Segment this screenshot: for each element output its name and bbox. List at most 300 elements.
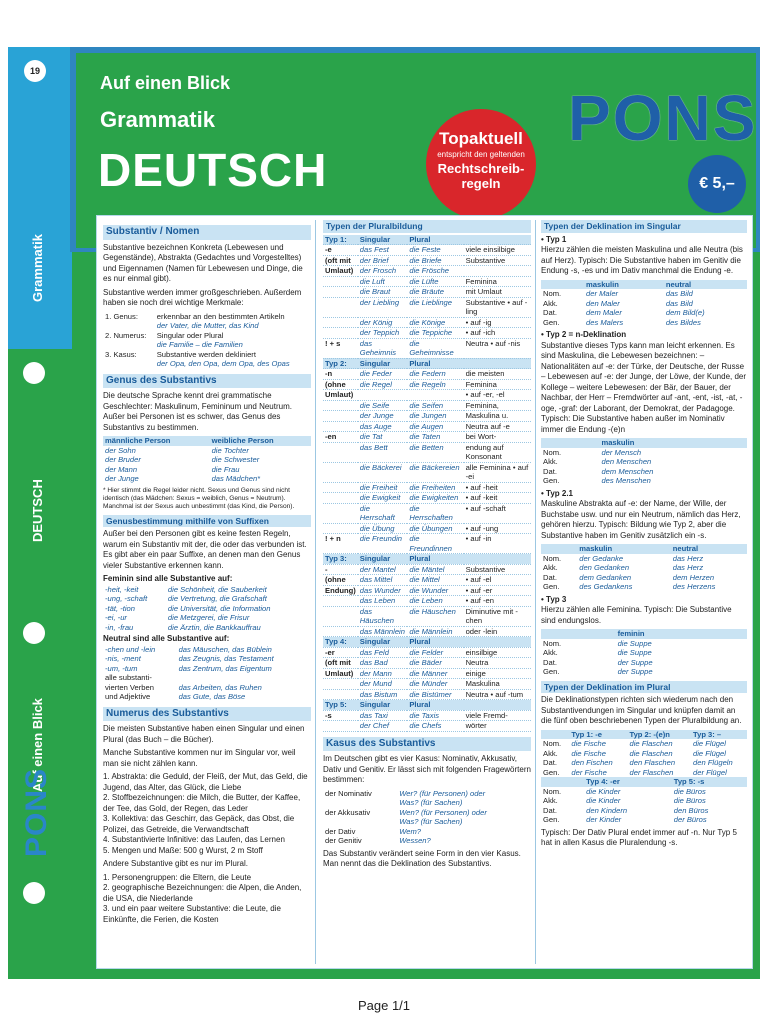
spine-label-deutsch: DEUTSCH (30, 479, 45, 542)
table-cell: -nis, -ment (105, 654, 141, 663)
table-cell: Typ 4: -er (584, 777, 672, 787)
table-row (323, 442, 531, 462)
table-row (323, 503, 531, 523)
table-cell: einsilbige (464, 647, 531, 658)
deklination-table-2 (541, 438, 747, 486)
table-cell: die Flügel (693, 739, 726, 748)
table-row (323, 482, 531, 493)
table-cell: Gen. (543, 317, 560, 327)
table-cell: das Auge (358, 421, 408, 432)
table-cell (323, 606, 358, 626)
table-cell: das Feld (358, 647, 408, 658)
table-cell: Akk. (543, 563, 558, 572)
table-row (541, 573, 747, 583)
table-cell: die Herrschaften (407, 503, 463, 523)
table-cell: der Flügel (693, 767, 727, 777)
table-cell: den Fischen (571, 758, 613, 767)
table-cell: der Brief (358, 255, 408, 266)
table-cell (323, 493, 358, 504)
table-cell: -tät, -tion (105, 603, 135, 613)
table-cell: feminin (616, 629, 747, 639)
table-cell (323, 523, 358, 534)
table-row (323, 606, 531, 626)
table-cell (323, 689, 358, 700)
table-cell: dem Herzen (672, 572, 715, 582)
table-cell: die Könige (407, 317, 463, 328)
table-cell: der Mantel (358, 564, 408, 575)
merkmale-table (103, 312, 311, 369)
table-cell: die Männlein (407, 626, 463, 637)
table-row (323, 564, 531, 575)
table-cell: Typ 4: (323, 637, 358, 648)
table-row (323, 554, 531, 565)
table-cell: die Luft (358, 276, 408, 287)
table-row (541, 457, 747, 467)
table-cell: wörter (464, 721, 531, 732)
table-cell: Typ 5: -s (672, 777, 747, 787)
table-row (323, 255, 531, 266)
table-cell: den Büros (673, 805, 709, 815)
table-cell: der Flaschen (629, 767, 674, 777)
table-cell: Typ 1: (323, 235, 358, 245)
table-cell: die Teppiche (407, 328, 463, 339)
table-row (323, 585, 531, 596)
merkmal-label: 2. Numerus: (105, 330, 147, 340)
table-cell: Was? (für Sachen) (399, 798, 463, 807)
table-cell: der Suppe (617, 657, 653, 667)
table-cell: mit Umlaut (464, 287, 531, 298)
table-cell: der Kinder (586, 815, 622, 824)
table-cell: Typ 3: – (691, 730, 747, 740)
table-row (323, 338, 531, 358)
table-cell: Diminutive mit -chen (464, 606, 531, 626)
deklination-table-1 (541, 280, 747, 328)
table-cell: die Übungen (407, 523, 463, 534)
table-cell (541, 629, 616, 639)
table-cell (323, 276, 358, 287)
table-cell: die Lieblinge (407, 297, 463, 317)
plural-deklination-table-1 (541, 730, 747, 778)
table-row (323, 245, 531, 256)
table-cell: der Suppe (617, 667, 653, 676)
table-cell: die Suppe (617, 638, 652, 648)
table-cell: die Leben (407, 596, 463, 607)
table-cell: die Ewigkeit (358, 493, 408, 504)
table-cell: der Dativ (325, 826, 356, 836)
table-cell (323, 798, 397, 808)
table-row (541, 582, 747, 592)
table-row (323, 721, 531, 732)
table-cell: den Menschen (601, 457, 652, 466)
spine-label-grammatik: Grammatik (30, 234, 45, 302)
kasus-table (323, 789, 531, 846)
table-cell: -in, -frau (105, 622, 134, 632)
feminin-table (103, 585, 311, 633)
table-row (323, 462, 531, 482)
table-cell: maskulin (584, 280, 664, 290)
table-cell: • auf -in (464, 534, 531, 554)
table-cell: die Tochter (211, 445, 249, 455)
binding-hole (23, 622, 45, 644)
table-row (323, 534, 531, 554)
table-cell: die Augen (407, 421, 463, 432)
heading-numerus: Numerus des Substantivs (103, 707, 311, 722)
merkmal-example: die Familie – die Familien (156, 340, 243, 349)
table-cell (541, 544, 577, 554)
table-cell: Umlaut) (323, 668, 358, 679)
column-1 (103, 220, 311, 925)
table-cell: der Mund (358, 679, 408, 690)
heading-pluralbildung: Typen der Pluralbildung (323, 220, 531, 233)
table-cell: der Akkusativ (325, 807, 371, 817)
table-cell: -um, -tum (105, 663, 138, 673)
merkmal-label: 3. Kasus: (105, 349, 137, 359)
table-row (323, 411, 531, 422)
table-cell: Akk. (543, 457, 558, 466)
table-cell: das Geheimnis (358, 338, 408, 358)
column-divider (315, 220, 316, 964)
table-cell: der König (358, 317, 408, 328)
table-cell: die Bäder (407, 658, 463, 669)
table-cell: das Männlein (358, 626, 408, 637)
table-cell: Maskulina u. (464, 411, 531, 422)
list-item: 2. Stoffbezeichnungen: die Milch, die Butter, der Kaffee, der Tee, das Gold, der Regen, das Leder (103, 793, 301, 813)
table-cell: Gen. (543, 582, 560, 591)
paragraph: Substantive werden immer großgeschrieben. Außerdem haben sie noch drei wichtige Merkmale: (103, 287, 302, 307)
table-cell: die Bäckereien (407, 462, 463, 482)
table-cell: die Schönheit, die Sauberkeit (167, 584, 267, 594)
table-cell: die Flaschen (629, 748, 673, 758)
series-title: Auf einen Blick (100, 73, 231, 93)
table-cell: Dat. (543, 805, 557, 815)
plural-table (323, 235, 531, 732)
table-cell: die Freundinnen (407, 534, 463, 554)
table-cell: bei Wort- (464, 432, 531, 443)
table-row (323, 400, 531, 411)
feminin-label: Feminin sind alle Substantive auf: (103, 574, 233, 583)
table-cell: der Genitiv (325, 836, 362, 845)
column-2 (323, 220, 531, 873)
table-row (541, 768, 747, 778)
table-cell: die Herrschaft (358, 503, 408, 523)
list-item: 3. Kollektiva: das Geschirr, das Gepäck, das Obst, die Polizei, das Getreide, die Verwandtschaft (103, 814, 295, 834)
typ-label: • Typ 2.1 (541, 488, 573, 498)
table-cell: Nom. (543, 447, 562, 457)
genus-table (103, 436, 311, 484)
table-cell: Nom. (543, 786, 562, 796)
table-cell: dem Gedanken (579, 572, 632, 582)
table-cell: • auf -ig (464, 317, 531, 328)
table-cell: Typ 5: (323, 700, 358, 711)
table-cell: die Geheimnisse (407, 338, 463, 358)
table-cell: die Feder (358, 369, 408, 380)
table-cell: Gen. (543, 815, 560, 824)
table-cell: neutral (671, 544, 747, 554)
table-cell: alle substanti- (105, 673, 152, 682)
table-cell: die Freiheiten (407, 482, 463, 493)
table-cell (323, 503, 358, 523)
table-cell: Umlaut) (323, 390, 358, 401)
table-cell: das Häuschen (358, 606, 408, 626)
table-cell: Dat. (543, 758, 557, 767)
table-cell (541, 280, 584, 290)
table-cell: die Bäckerei (358, 462, 408, 482)
table-row (541, 289, 747, 299)
table-cell: Typ 2: -(e)n (628, 730, 692, 740)
table-cell: die Universität, die Information (167, 603, 271, 613)
merkmal-text: Singular oder Plural (156, 330, 224, 340)
table-cell: Dat. (543, 657, 557, 667)
table-cell: • auf -er (464, 585, 531, 596)
table-row (541, 648, 747, 658)
table-cell: der Frosch (358, 266, 408, 277)
table-cell: Gen. (543, 767, 560, 777)
table-row (323, 317, 531, 328)
table-cell: Typ 1: -e (569, 730, 627, 740)
merkmal-label: 1. Genus: (105, 311, 138, 321)
table-cell: die Braut (358, 287, 408, 298)
table-cell: die Federn (407, 369, 463, 380)
table-cell: Typ 3: (323, 554, 358, 565)
table-cell: das Bild (665, 289, 693, 298)
table-cell: die Briefe (407, 255, 463, 266)
table-row (541, 730, 747, 740)
table-cell: die Ewigkeiten (407, 493, 463, 504)
cover-sheet (8, 47, 760, 979)
binding-hole (23, 882, 45, 904)
table-cell: der Mann (105, 464, 138, 474)
merkmal-example: der Opa, den Opa, dem Opa, des Opas (156, 359, 290, 368)
table-cell: Feminina (464, 379, 531, 390)
deklination-table-4 (541, 629, 747, 677)
table-cell (464, 358, 531, 369)
table-row (541, 308, 747, 318)
table-cell: Plural (407, 235, 463, 245)
table-cell: der Liebling (358, 297, 408, 317)
table-cell: das Bild (665, 298, 693, 308)
table-cell (323, 626, 358, 637)
table-row (541, 777, 747, 787)
table-cell: die Suppe (617, 648, 652, 657)
table-cell: - (323, 564, 358, 575)
table-row (323, 710, 531, 721)
table-cell (323, 482, 358, 493)
table-row (541, 467, 747, 477)
table-cell (358, 390, 408, 401)
table-cell: die meisten (464, 369, 531, 380)
table-cell: • auf -keit (464, 493, 531, 504)
table-cell: die Metzgerei, die Frisur (167, 613, 250, 622)
table-row (323, 421, 531, 432)
table-row (541, 476, 747, 486)
table-header: weibliche Person (210, 436, 311, 446)
table-cell (464, 637, 531, 648)
table-row (323, 379, 531, 390)
table-cell (464, 700, 531, 711)
neutral-table (103, 645, 311, 702)
typ-label: • Typ 3 (541, 594, 567, 604)
table-cell: den Gedanken (579, 563, 630, 572)
table-cell: die Chefs (407, 721, 463, 732)
table-cell: Was? (für Sachen) (399, 817, 463, 826)
table-row (323, 647, 531, 658)
table-cell: die Vertretung, die Grafschaft (167, 594, 267, 603)
merkmal-text: erkennbar an den bestimmten Artikeln (156, 311, 285, 321)
table-row (541, 758, 747, 768)
table-row (323, 523, 531, 534)
table-cell: -ei, -ur (105, 613, 127, 622)
paragraph: Substantive dieses Typs kann man leicht erkennen. Es sind Maskulina, die Lebewesen bezeichnen: – Nationalitäten auf -e: der Türke, der Deutsche, der Russe – Lebewesen auf -e: der Junge, der Löwe, der Kunde, der Kollege – weitere Lebewesen: der Bär, der Bauer, der Nachbar, der Herr – Fremdwörter auf -ant, -ent, -ist, -at, -oge, -graf: der Laborant, der Demokrat, der Padagoge. Typisch: Die Substantive haben außer im Nominativ immer die Endung -(e)n (541, 340, 747, 434)
table-row (323, 658, 531, 669)
list-item: 2. geographische Bezeichnungen: die Alpen, die Anden, die USA, die Niederlande (103, 883, 302, 903)
table-cell (323, 400, 358, 411)
table-cell: die Fische (571, 748, 606, 758)
table-cell (323, 297, 358, 317)
table-cell: die Betten (407, 442, 463, 462)
table-cell: und Adjektive (105, 692, 151, 701)
table-row (541, 639, 747, 649)
table-row (323, 266, 531, 277)
table-cell: ! + n (323, 534, 358, 554)
table-cell: die Jungen (407, 411, 463, 422)
table-row (323, 596, 531, 607)
table-cell: des Menschen (601, 476, 651, 485)
table-row (541, 739, 747, 749)
table-cell (323, 287, 358, 298)
table-cell: die Schwester (211, 455, 260, 464)
table-cell: endung auf Konsonant (464, 442, 531, 462)
table-cell: die Taxis (407, 710, 463, 721)
table-cell (177, 673, 311, 683)
table-cell: Dat. (543, 572, 557, 582)
table-cell: • auf -ung (464, 523, 531, 534)
table-cell: der Nominativ (325, 788, 372, 798)
table-cell: Singular (358, 554, 408, 565)
table-cell: -e (323, 245, 358, 256)
table-cell: • auf -el (464, 575, 531, 586)
table-cell: viele Fremd- (464, 710, 531, 721)
table-cell (323, 679, 358, 690)
table-cell: Umlaut) (323, 266, 358, 277)
list-item: 4. Substantivierte Infinitive: das Laufen, das Lernen (103, 835, 285, 844)
table-row (323, 679, 531, 690)
table-cell: Wem? (399, 826, 422, 836)
paragraph: Die deutsche Sprache kennt drei grammatische Geschlechter: Maskulinum, Femininum und Neutrum. Außer bei Personen ist es schwer, das Genus des Substantivs zu bestimmen. (103, 391, 292, 432)
badge-line-1: Topaktuell (439, 129, 523, 148)
table-cell: Nom. (543, 289, 562, 298)
table-header: männliche Person (103, 436, 210, 446)
table-cell: viele einsilbige (464, 245, 531, 256)
table-cell: das Bad (358, 658, 408, 669)
table-cell: die Ärztin, die Bankkauffrau (167, 622, 261, 632)
table-cell: die Frösche (407, 266, 463, 277)
table-cell (323, 411, 358, 422)
table-cell: das Mädchen* (211, 474, 261, 483)
table-cell: Substantive (464, 564, 531, 575)
table-row (541, 299, 747, 309)
table-cell: der Chef (358, 721, 408, 732)
paragraph: Andere Substantive gibt es nur im Plural. (103, 859, 248, 868)
table-cell: Substantive (464, 255, 531, 266)
table-row (323, 432, 531, 443)
table-cell: der Gedanke (579, 553, 624, 563)
table-cell: des Herzens (672, 582, 716, 591)
topaktuell-badge (426, 109, 536, 219)
table-cell: das Bett (358, 442, 408, 462)
table-cell: ! + s (323, 338, 358, 358)
table-row (541, 563, 747, 573)
table-row (541, 629, 747, 639)
paragraph: Die meisten Substantive haben einen Singular und einen Plural (das Buch – die Bücher). (103, 724, 305, 744)
table-cell: Plural (407, 637, 463, 648)
table-row (323, 358, 531, 369)
table-cell: -en (323, 432, 358, 443)
table-row (541, 280, 747, 290)
table-cell: die Frau (211, 464, 240, 474)
table-row (323, 297, 531, 317)
table-cell (323, 442, 358, 462)
table-cell: Plural (407, 554, 463, 565)
paragraph: Substantive bezeichnen Konkreta (Lebewesen und Gegenstände), Abstrakta (Gedachtes und Vorgestelltes) und Eigennamen (Namen für Lebewesen und Dinge, die es nur einmal gibt). (103, 242, 303, 283)
table-cell (323, 328, 358, 339)
table-cell: Nom. (543, 638, 562, 648)
table-cell: neutral (664, 280, 747, 290)
table-cell: die Bistümer (407, 689, 463, 700)
table-cell: das Leben (358, 596, 408, 607)
spine-blue-band (8, 47, 72, 349)
column-divider (535, 220, 536, 964)
table-cell: Gen. (543, 476, 560, 485)
pons-logo: PONS (568, 82, 758, 154)
table-cell: (oft mit (323, 658, 358, 669)
table-cell: die Tat (358, 432, 408, 443)
deklination-table-3 (541, 544, 747, 592)
table-cell: einige (464, 668, 531, 679)
paragraph: Im Deutschen gibt es vier Kasus: Nominativ, Akkusativ, Dativ und Genitiv. Er lässt sich mit folgenden Fragewörtern bestimmen: (323, 754, 531, 784)
paragraph: Das Substantiv verändert seine Form in den vier Kasus. Man nennt das die Deklination des Substantivs. (323, 848, 521, 868)
table-cell: Neutra (464, 658, 531, 669)
table-cell: den Kindern (586, 805, 628, 815)
table-cell: den Flaschen (629, 758, 676, 767)
table-cell: die Lüfte (407, 276, 463, 287)
table-cell: der Maler (586, 289, 619, 298)
table-cell: die Häuschen (407, 606, 463, 626)
table-cell (407, 390, 463, 401)
paragraph: Außer bei den Personen gibt es keine festen Regeln, warum ein Substantiv mit der, die oder das verbunden ist. Es gibt aber ein paar Suffixe, an denen man den Genus vieler Substantive erkennen kann. (103, 529, 307, 570)
table-cell: Singular (358, 700, 408, 711)
merkmal-example: der Vater, die Mutter, das Kind (156, 321, 259, 330)
table-cell: das Fest (358, 245, 408, 256)
table-row (541, 658, 747, 668)
price-badge: € 5,– (688, 155, 746, 213)
table-cell (323, 721, 358, 732)
table-row (541, 544, 747, 554)
table-row (541, 554, 747, 564)
table-cell: maskulin (599, 438, 747, 448)
table-row (541, 796, 747, 806)
table-cell: Wer? (für Personen) oder (399, 788, 486, 798)
table-cell: das Gute, das Böse (178, 692, 246, 701)
table-cell: die Regel (358, 379, 408, 390)
table-row (541, 448, 747, 458)
table-row (323, 235, 531, 245)
table-cell: der Teppich (358, 328, 408, 339)
table-cell: die Freundin (358, 534, 408, 554)
table-row (541, 438, 747, 448)
table-row (323, 689, 531, 700)
table-cell: die Feste (407, 245, 463, 256)
heading-suffixe: Genusbestimmung mithilfe von Suffixen (103, 515, 311, 528)
